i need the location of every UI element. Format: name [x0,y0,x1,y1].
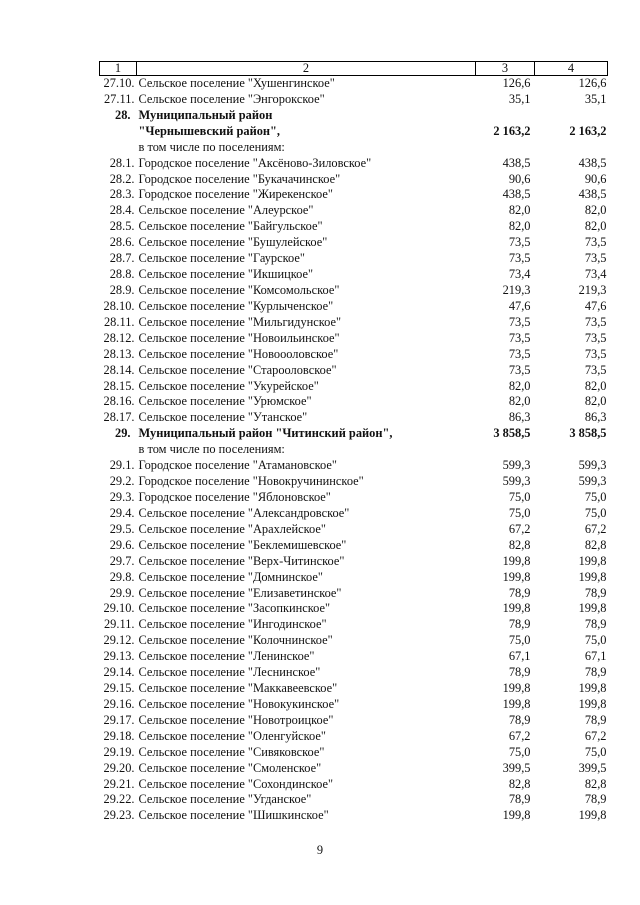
row-name: Городское поселение "Новокручининское" [138,474,364,489]
table-row [100,219,608,235]
table-row [100,586,608,602]
row-number: 29.23. [103,808,135,823]
row-name: Сельское поселение "Смоленское" [138,760,322,775]
header-col-2: 2 [137,62,476,76]
row-value-col4: 438,5 [578,155,607,170]
row-value-col3: 82,0 [508,219,531,234]
row-value-col4: 75,0 [584,489,607,504]
row-name: Сельское поселение "Леснинское" [138,665,321,680]
row-value-col4: 126,6 [578,76,607,90]
header-col-1: 1 [100,62,137,76]
row-name: Сельское поселение "Старооловское" [138,362,337,377]
table-row [100,506,608,522]
row-value-col3: 199,8 [502,808,531,823]
row-number: 29.16. [103,696,135,711]
row-name: Сельское поселение "Сивяковское" [138,744,325,759]
row-name: Городское поселение "Атамановское" [138,458,337,473]
row-name: Сельское поселение "Энгорокское" [138,91,325,106]
row-name: Сельское поселение "Новотроицкое" [138,712,334,727]
row-value-col3: 438,5 [502,155,531,170]
table-row [100,554,608,570]
table-row [100,267,608,283]
table-header [100,62,608,76]
row-value-col3: 3 858,5 [493,426,531,441]
row-number [100,442,137,458]
row-value-col3: 199,8 [502,601,531,616]
row-number: 28.12. [103,330,135,345]
row-value-col4: 73,5 [584,235,607,250]
row-number: 29.11. [103,617,135,632]
row-number: 28.7. [109,251,135,266]
row-number: 29.18. [103,728,135,743]
row-name: Сельское поселение "Укурейское" [138,378,319,393]
row-name: Сельское поселение "Бушулейское" [138,235,328,250]
row-name: Сельское поселение "Комсомольское" [138,282,340,297]
table-row [100,617,608,633]
row-name: Сельское поселение "Байгульское" [138,219,323,234]
row-value-col4: 199,8 [578,601,607,616]
table-row [100,347,608,363]
row-value-col3: 67,2 [508,728,531,743]
table-row [100,442,608,458]
row-number: 29. [115,426,131,441]
row-name: Сельское поселение "Новоооловское" [138,346,339,361]
table-row [100,156,608,172]
row-name: Сельское поселение "Шишкинское" [138,808,329,823]
table-row [100,108,608,124]
row-value-col4: 399,5 [578,760,607,775]
row-name: Сельское поселение "Елизаветинское" [138,585,342,600]
row-number: 28.15. [103,378,135,393]
row-value-col3: 82,8 [508,776,531,791]
row-value-col4: 67,1 [584,649,607,664]
table-row [100,713,608,729]
row-value-col4: 73,4 [584,267,607,282]
row-name: Сельское поселение "Угданское" [138,792,312,807]
row-value-col3: 75,0 [508,489,531,504]
row-value-col4: 90,6 [584,171,607,186]
row-number: 29.6. [109,537,135,552]
row-value-col4: 219,3 [578,282,607,297]
row-name: Сельское поселение "Утанское" [138,410,308,425]
row-number [100,124,137,140]
row-name: Сельское поселение "Новоильинское" [138,330,340,345]
row-number: 29.13. [103,649,135,664]
row-value-col4: 82,0 [584,203,607,218]
row-number: 29.22. [103,792,135,807]
row-number: 28.3. [109,187,135,202]
row-value-col4: 82,0 [584,219,607,234]
row-value-col3: 438,5 [502,187,531,202]
row-name: Сельское поселение "Маккавеевское" [138,681,338,696]
row-value-col3: 78,9 [508,712,531,727]
row-value-col4: 47,6 [584,298,607,313]
row-value-col3: 199,8 [502,569,531,584]
row-name: Сельское поселение "Ингодинское" [138,617,327,632]
row-value-col3: 78,9 [508,665,531,680]
row-name: Сельское поселение "Верх-Читинское" [138,553,345,568]
row-name: Сельское поселение "Колочнинское" [138,633,333,648]
row-number: 28.14. [103,362,135,377]
row-value-col4: 75,0 [584,744,607,759]
row-name: Городское поселение "Аксёново-Зиловское" [138,155,372,170]
row-name: Сельское поселение "Александровское" [138,505,350,520]
row-name: в том числе по поселениям: [138,442,285,457]
row-value-col4: 73,5 [584,314,607,329]
row-number: 28.2. [109,171,135,186]
table-row [100,777,608,793]
row-number: 28.16. [103,394,135,409]
table-row [100,235,608,251]
table-row [100,76,608,92]
header-row [100,62,608,76]
row-number: 29.17. [103,712,135,727]
row-number: 29.4. [109,505,135,520]
row-value-col3: 86,3 [508,410,531,425]
row-value-col4: 73,5 [584,251,607,266]
row-number: 28.9. [109,282,135,297]
row-name: Городское поселение "Букачачинское" [138,171,341,186]
row-value-col4: 199,8 [578,681,607,696]
row-value-col3: 82,0 [508,203,531,218]
table-row [100,601,608,617]
row-number: 29.1. [109,458,135,473]
row-number: 28. [115,107,131,122]
row-value-col3 [476,442,535,458]
row-value-col4: 78,9 [584,617,607,632]
table-row [100,394,608,410]
table-row [100,458,608,474]
table-row [100,410,608,426]
row-value-col4: 82,0 [584,378,607,393]
table-row [100,92,608,108]
row-name: Сельское поселение "Курлыченское" [138,298,334,313]
row-value-col3: 199,8 [502,553,531,568]
row-value-col3: 78,9 [508,585,531,600]
table-body [100,76,608,825]
row-number: 28.4. [109,203,135,218]
row-value-col3: 90,6 [508,171,531,186]
budget-table [99,61,608,824]
row-value-col3: 73,5 [508,362,531,377]
table-row [100,665,608,681]
row-value-col3: 75,0 [508,633,531,648]
row-value-col3: 73,5 [508,235,531,250]
row-value-col3: 2 163,2 [493,123,531,138]
table-row [100,761,608,777]
row-value-col3: 75,0 [508,505,531,520]
table-row [100,140,608,156]
row-name: Сельское поселение "Гаурское" [138,251,305,266]
row-value-col3: 82,8 [508,537,531,552]
row-value-col3: 199,8 [502,681,531,696]
row-value-col4: 78,9 [584,712,607,727]
row-value-col3: 73,4 [508,267,531,282]
row-value-col4: 82,0 [584,394,607,409]
row-value-col4: 599,3 [578,474,607,489]
table-row [100,745,608,761]
row-value-col4: 35,1 [584,91,607,106]
row-value-col4: 599,3 [578,458,607,473]
table-row [100,570,608,586]
table-row [100,697,608,713]
row-name: Муниципальный район "Читинский район", [138,426,393,441]
row-value-col4: 67,2 [584,728,607,743]
table-row [100,379,608,395]
table-row [100,729,608,745]
row-value-col3: 35,1 [508,91,531,106]
row-name: Сельское поселение "Арахлейское" [138,521,326,536]
row-number: 29.2. [109,474,135,489]
row-value-col4: 86,3 [584,410,607,425]
row-number: 29.19. [103,744,135,759]
row-value-col4: 438,5 [578,187,607,202]
row-value-col3: 47,6 [508,298,531,313]
row-value-col3: 599,3 [502,474,531,489]
row-value-col4: 78,9 [584,665,607,680]
row-value-col4: 75,0 [584,633,607,648]
row-name: "Чернышевский район", [138,123,281,138]
table-row [100,633,608,649]
row-value-col4: 67,2 [584,521,607,536]
row-value-col3: 78,9 [508,617,531,632]
table-row [100,203,608,219]
table-row [100,331,608,347]
page-number: 9 [316,843,324,857]
row-name: Сельское поселение "Сохондинское" [138,776,334,791]
row-name: в том числе по поселениям: [138,139,285,154]
row-value-col4: 199,8 [578,696,607,711]
row-number: 29.10. [103,601,135,616]
table-row [100,251,608,267]
row-value-col4: 199,8 [578,553,607,568]
row-name: Сельское поселение "Мильгидунское" [138,314,342,329]
row-name: Сельское поселение "Беклемишевское" [138,537,347,552]
row-number: 28.13. [103,346,135,361]
table-row [100,792,608,808]
row-value-col3: 73,5 [508,314,531,329]
row-value-col3: 67,2 [508,521,531,536]
table-row [100,172,608,188]
row-value-col4 [535,140,608,156]
row-value-col3: 78,9 [508,792,531,807]
row-number: 28.1. [109,155,135,170]
table-row [100,283,608,299]
header-col-4: 4 [535,62,608,76]
row-number: 28.5. [109,219,135,234]
row-name: Сельское поселение "Домнинское" [138,569,323,584]
row-number: 29.7. [109,553,135,568]
row-name: Муниципальный район [138,107,273,122]
row-number: 28.17. [103,410,135,425]
row-value-col4: 3 858,5 [569,426,607,441]
table-row [100,649,608,665]
row-value-col4: 73,5 [584,346,607,361]
row-value-col3: 75,0 [508,744,531,759]
header-col-3: 3 [476,62,535,76]
row-name: Сельское поселение "Алеурское" [138,203,314,218]
row-value-col3 [476,140,535,156]
table-row [100,363,608,379]
row-number [100,140,137,156]
row-value-col3: 219,3 [502,282,531,297]
table-row [100,299,608,315]
table-row [100,490,608,506]
table-row [100,681,608,697]
table-row [100,808,608,824]
row-value-col3: 126,6 [502,76,531,90]
row-value-col3: 73,5 [508,346,531,361]
row-number: 29.8. [109,569,135,584]
row-value-col4 [535,442,608,458]
row-value-col3: 82,0 [508,394,531,409]
table-row [100,315,608,331]
table-row [100,426,608,442]
row-number: 29.14. [103,665,135,680]
table-row [100,474,608,490]
row-number: 29.5. [109,521,135,536]
row-value-col4 [535,108,608,124]
table-row [100,124,608,140]
row-name: Сельское поселение "Икшицкое" [138,267,314,282]
row-value-col3: 599,3 [502,458,531,473]
row-value-col3: 82,0 [508,378,531,393]
row-value-col3: 67,1 [508,649,531,664]
row-value-col3: 73,5 [508,330,531,345]
row-number: 29.21. [103,776,135,791]
row-value-col4: 75,0 [584,505,607,520]
row-name: Сельское поселение "Урюмское" [138,394,312,409]
row-number: 29.12. [103,633,135,648]
row-value-col4: 73,5 [584,362,607,377]
row-number: 29.15. [103,681,135,696]
row-number: 29.20. [103,760,135,775]
row-value-col4: 78,9 [584,792,607,807]
row-value-col4: 199,8 [578,569,607,584]
row-value-col4: 82,8 [584,776,607,791]
row-name: Городское поселение "Яблоновское" [138,489,331,504]
row-value-col3: 73,5 [508,251,531,266]
table-row [100,538,608,554]
table-row [100,522,608,538]
row-value-col3 [476,108,535,124]
row-value-col3: 399,5 [502,760,531,775]
row-value-col4: 78,9 [584,585,607,600]
row-number: 28.11. [103,314,135,329]
row-value-col4: 199,8 [578,808,607,823]
row-name: Городское поселение "Жирекенское" [138,187,333,202]
row-number: 28.6. [109,235,135,250]
row-number: 28.10. [103,298,135,313]
row-number: 27.11. [103,91,135,106]
row-value-col3: 199,8 [502,696,531,711]
row-name: Сельское поселение "Засопкинское" [138,601,331,616]
table-row [100,187,608,203]
row-number: 29.9. [109,585,135,600]
row-value-col4: 73,5 [584,330,607,345]
row-value-col4: 82,8 [584,537,607,552]
row-number: 29.3. [109,489,135,504]
row-name: Сельское поселение "Ленинское" [138,649,315,664]
row-name: Сельское поселение "Оленгуйское" [138,728,326,743]
row-number: 28.8. [109,267,135,282]
row-number: 27.10. [103,76,135,90]
row-value-col4: 2 163,2 [569,123,607,138]
row-name: Сельское поселение "Хушенгинское" [138,76,335,90]
row-name: Сельское поселение "Новокукинское" [138,696,340,711]
